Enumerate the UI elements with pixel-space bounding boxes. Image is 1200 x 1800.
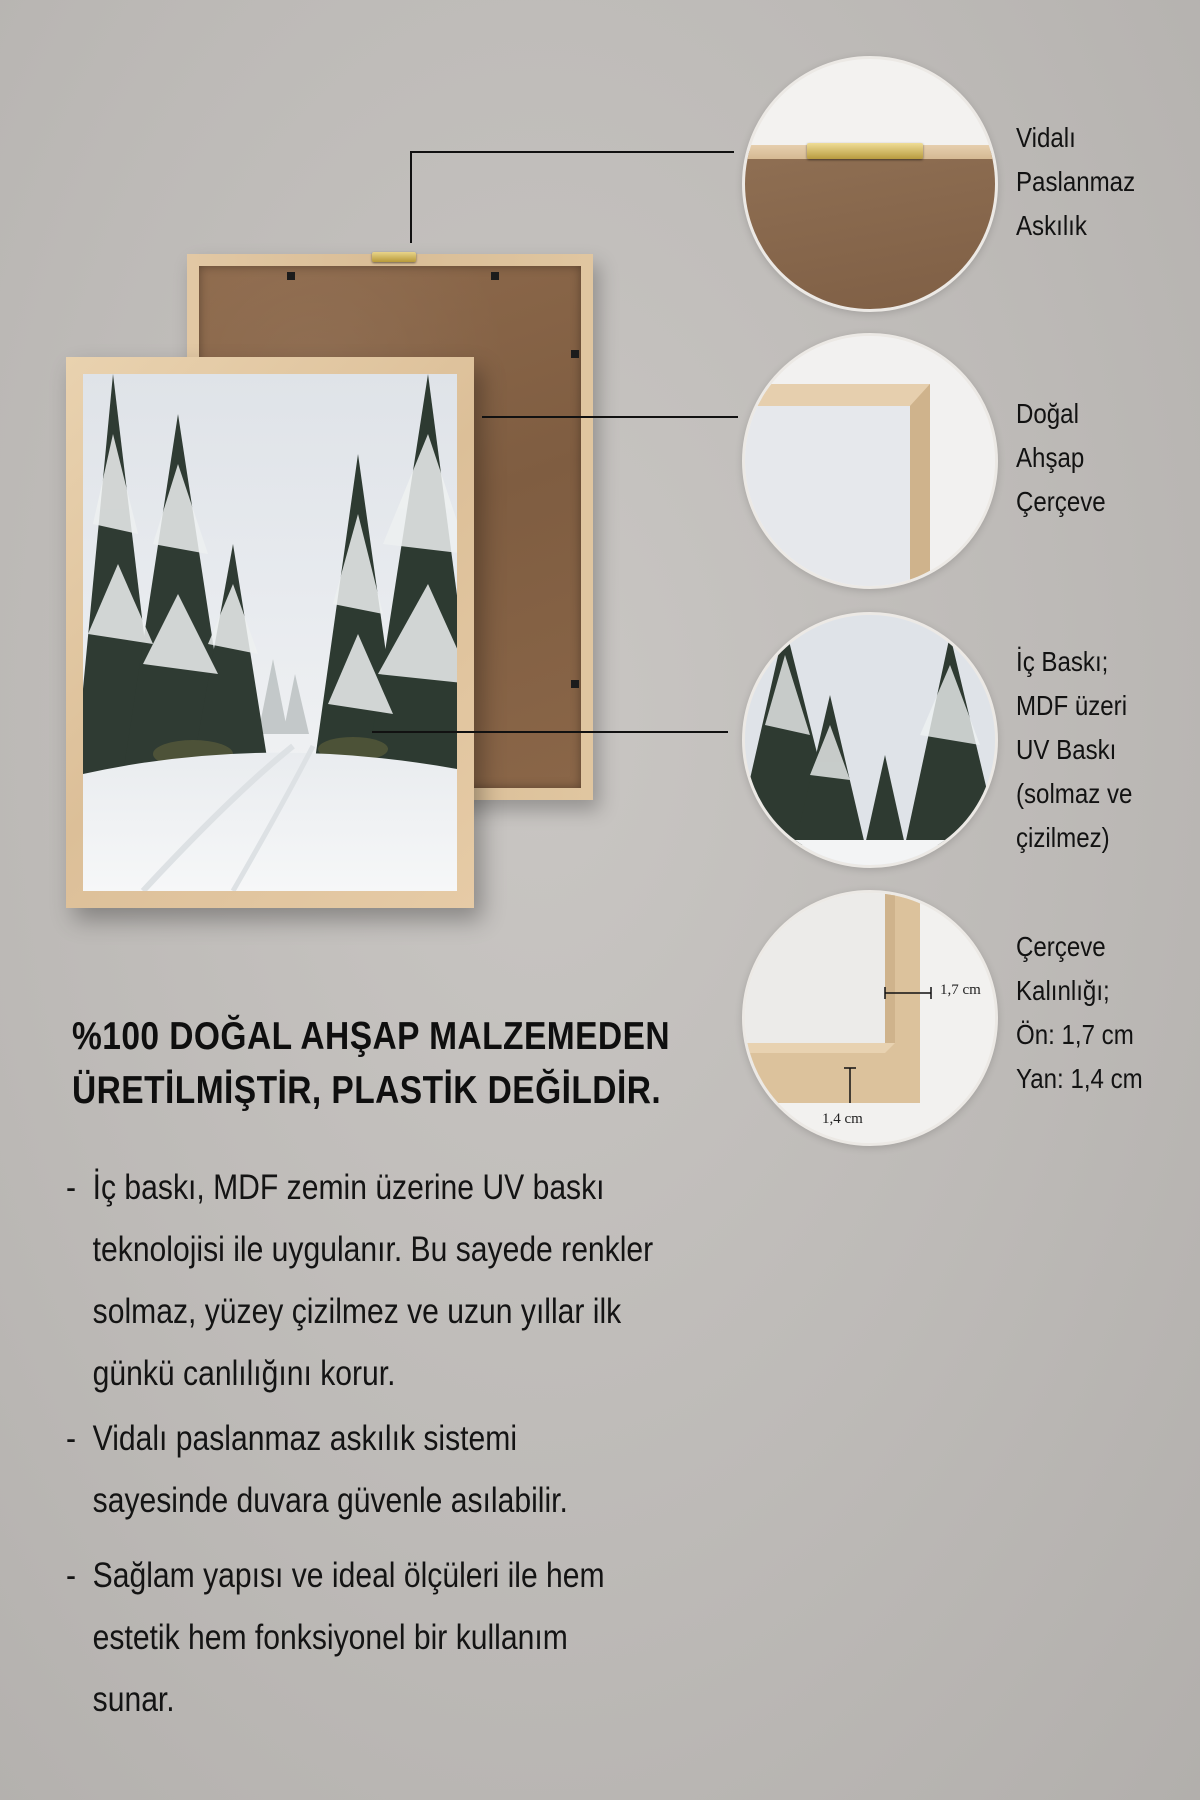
callout-label-frame — [1016, 392, 1171, 524]
bullet-text: günkü canlılığını korur. — [92, 1354, 396, 1393]
bullet-item — [66, 1157, 720, 1405]
callout-text: Yan: 1,4 cm — [1016, 1063, 1143, 1094]
headline-line: ÜRETİLMİŞTİR, PLASTİK DEĞİLDİR. — [72, 1069, 662, 1112]
bullet-marker: - — [66, 1168, 77, 1207]
hanger-bracket — [372, 252, 416, 262]
frame-corner-circle — [742, 333, 998, 589]
callout-text: Vidalı — [1016, 122, 1076, 153]
callout-text: (solmaz ve — [1016, 778, 1133, 809]
callout-text: Ahşap — [1016, 442, 1085, 473]
frame-front-view — [66, 357, 474, 908]
callout-label-hanger — [1016, 116, 1171, 248]
mdf-backing-detail — [745, 151, 995, 312]
frame-clip — [571, 680, 579, 688]
bullet-text: sunar. — [92, 1680, 175, 1719]
callout-text: Paslanmaz — [1016, 166, 1136, 197]
callout-text: Çerçeve — [1016, 486, 1106, 517]
forest-print-detail — [745, 615, 995, 865]
bullet-text: Sağlam yapısı ve ideal ölçüleri ile hem — [92, 1556, 605, 1595]
dimension-front-label: 1,7 cm — [940, 982, 981, 998]
callout-text: İç Baskı; — [1016, 646, 1109, 677]
wood-corner-illustration — [745, 336, 995, 586]
callout-label-print — [1016, 640, 1171, 860]
bullet-marker: - — [66, 1556, 77, 1595]
callout-text: UV Baskı — [1016, 734, 1117, 765]
callout-text: Doğal — [1016, 398, 1079, 429]
bullet-text: teknolojisi ile uygulanır. Bu sayede renkler — [92, 1230, 654, 1269]
frame-thickness-circle — [742, 890, 998, 1146]
callout-text: çizilmez) — [1016, 822, 1110, 853]
callout-text: MDF üzeri — [1016, 690, 1128, 721]
callout-text: Askılık — [1016, 210, 1087, 241]
bullet-text: Vidalı paslanmaz askılık sistemi — [92, 1419, 518, 1458]
callout-label-thickness — [1016, 925, 1171, 1101]
callout-text: Çerçeve — [1016, 931, 1106, 962]
hanger-detail-circle — [742, 56, 998, 312]
headline-line: %100 DOĞAL AHŞAP MALZEMEDEN — [72, 1015, 671, 1058]
callout-line — [410, 151, 734, 153]
dimension-side-label: 1,4 cm — [822, 1111, 863, 1127]
headline — [72, 1010, 671, 1118]
hanger-plate-icon — [807, 143, 923, 159]
callout-line — [410, 151, 412, 243]
bullet-item — [66, 1545, 720, 1731]
frame-clip — [491, 272, 499, 280]
frame-clip — [571, 350, 579, 358]
callout-text: Ön: 1,7 cm — [1016, 1019, 1134, 1050]
frame-clip — [287, 272, 295, 280]
bullet-text: estetik hem fonksiyonel bir kullanım — [92, 1618, 568, 1657]
callout-line — [372, 731, 728, 733]
bullet-item — [66, 1408, 720, 1532]
snowy-forest-illustration — [83, 374, 457, 891]
winter-forest-print — [83, 374, 457, 891]
bullet-text: İç baskı, MDF zemin üzerine UV baskı — [92, 1168, 605, 1207]
bullet-text: sayesinde duvara güvenle asılabilir. — [92, 1481, 568, 1520]
print-detail-circle — [742, 612, 998, 868]
callout-text: Kalınlığı; — [1016, 975, 1110, 1006]
bullet-text: solmaz, yüzey çizilmez ve uzun yıllar ilk — [92, 1292, 622, 1331]
callout-line — [482, 416, 738, 418]
frame-profile-illustration — [745, 893, 995, 1143]
bullet-marker: - — [66, 1419, 77, 1458]
